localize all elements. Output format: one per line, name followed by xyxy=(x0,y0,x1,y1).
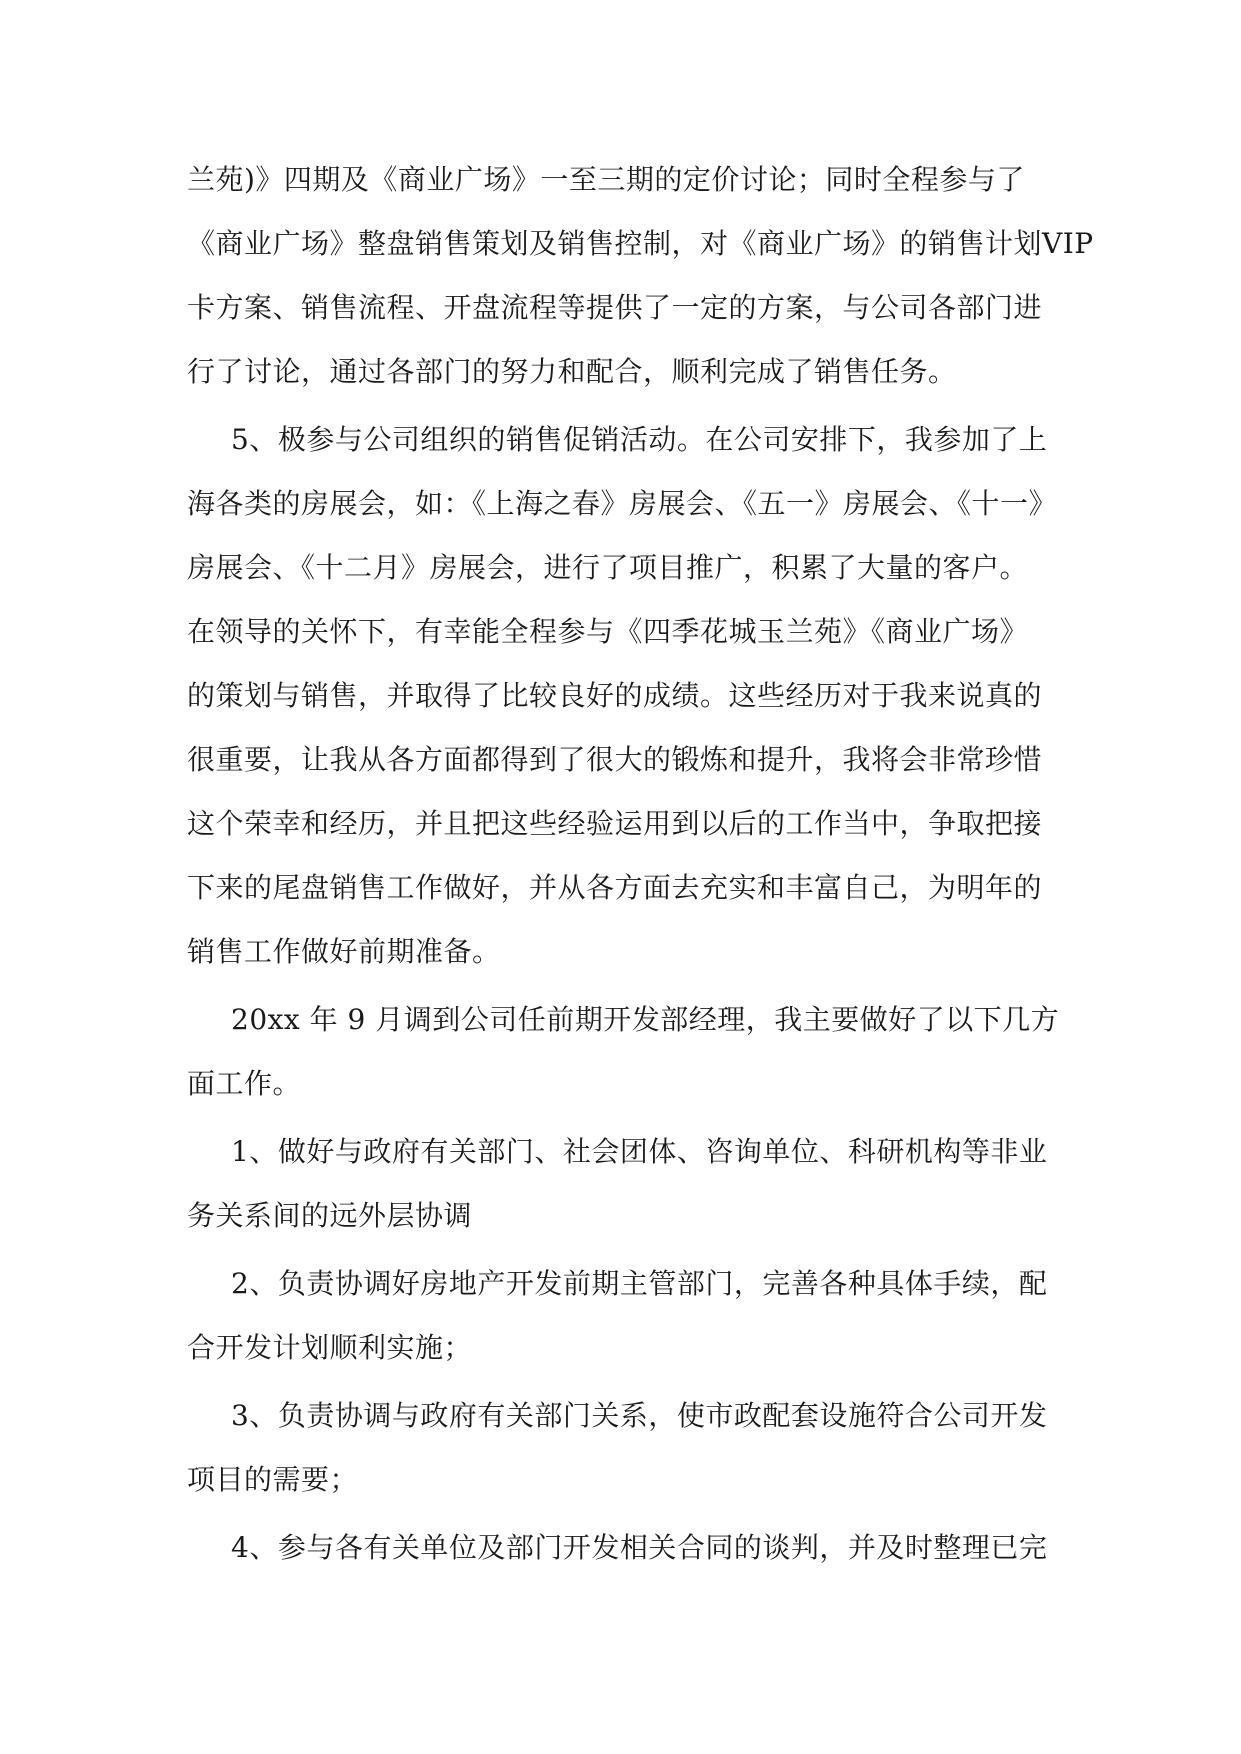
text-line: 《商业广场》整盘销售策划及销售控制，对《商业广场》的销售计划VIP xyxy=(187,227,1094,260)
text-line: 1、做好与政府有关部门、社会团体、咨询单位、科研机构等非业 xyxy=(231,1135,1048,1168)
text-line: 5、极参与公司组织的销售促销活动。在公司安排下，我参加了上 xyxy=(231,423,1048,456)
text-line: 下来的尾盘销售工作做好，并从各方面去充实和丰富自己，为明年的 xyxy=(187,871,1043,904)
text-line: 务关系间的远外层协调 xyxy=(187,1199,473,1232)
text-line: 在领导的关怀下，有幸能全程参与《四季花城玉兰苑》《商业广场》 xyxy=(187,615,1029,648)
text-line: 这个荣幸和经历，并且把这些经验运用到以后的工作当中，争取把接 xyxy=(187,807,1043,840)
text-line: 20xx 年 9 月调到公司任前期开发部经理，我主要做好了以下几方 xyxy=(231,1003,1060,1036)
text-line: 行了讨论，通过各部门的努力和配合，顺利完成了销售任务。 xyxy=(187,355,957,388)
text-line: 3、负责协调与政府有关部门关系，使市政配套设施符合公司开发 xyxy=(231,1399,1048,1432)
text-line: 兰苑)》四期及《商业广场》一至三期的定价讨论；同时全程参与了 xyxy=(187,163,1025,196)
text-line: 海各类的房展会，如：《上海之春》房展会、《五一》房展会、《十一》 xyxy=(187,487,1058,520)
text-line: 2、负责协调好房地产开发前期主管部门，完善各种具体手续，配 xyxy=(231,1267,1048,1300)
text-line: 合开发计划顺利实施； xyxy=(187,1331,473,1364)
text-line: 卡方案、销售流程、开盘流程等提供了一定的方案，与公司各部门进 xyxy=(187,291,1043,324)
text-line: 面工作。 xyxy=(187,1067,302,1100)
text-line: 销售工作做好前期准备。 xyxy=(187,935,501,968)
text-line: 很重要，让我从各方面都得到了很大的锻炼和提升，我将会非常珍惜 xyxy=(187,743,1043,776)
text-line: 的策划与销售，并取得了比较良好的成绩。这些经历对于我来说真的 xyxy=(187,679,1043,712)
text-line: 项目的需要； xyxy=(187,1463,359,1496)
text-line: 4、参与各有关单位及部门开发相关合同的谈判，并及时整理已完 xyxy=(231,1531,1048,1564)
text-line: 房展会、《十二月》房展会，进行了项目推广，积累了大量的客户。 xyxy=(187,551,1029,584)
